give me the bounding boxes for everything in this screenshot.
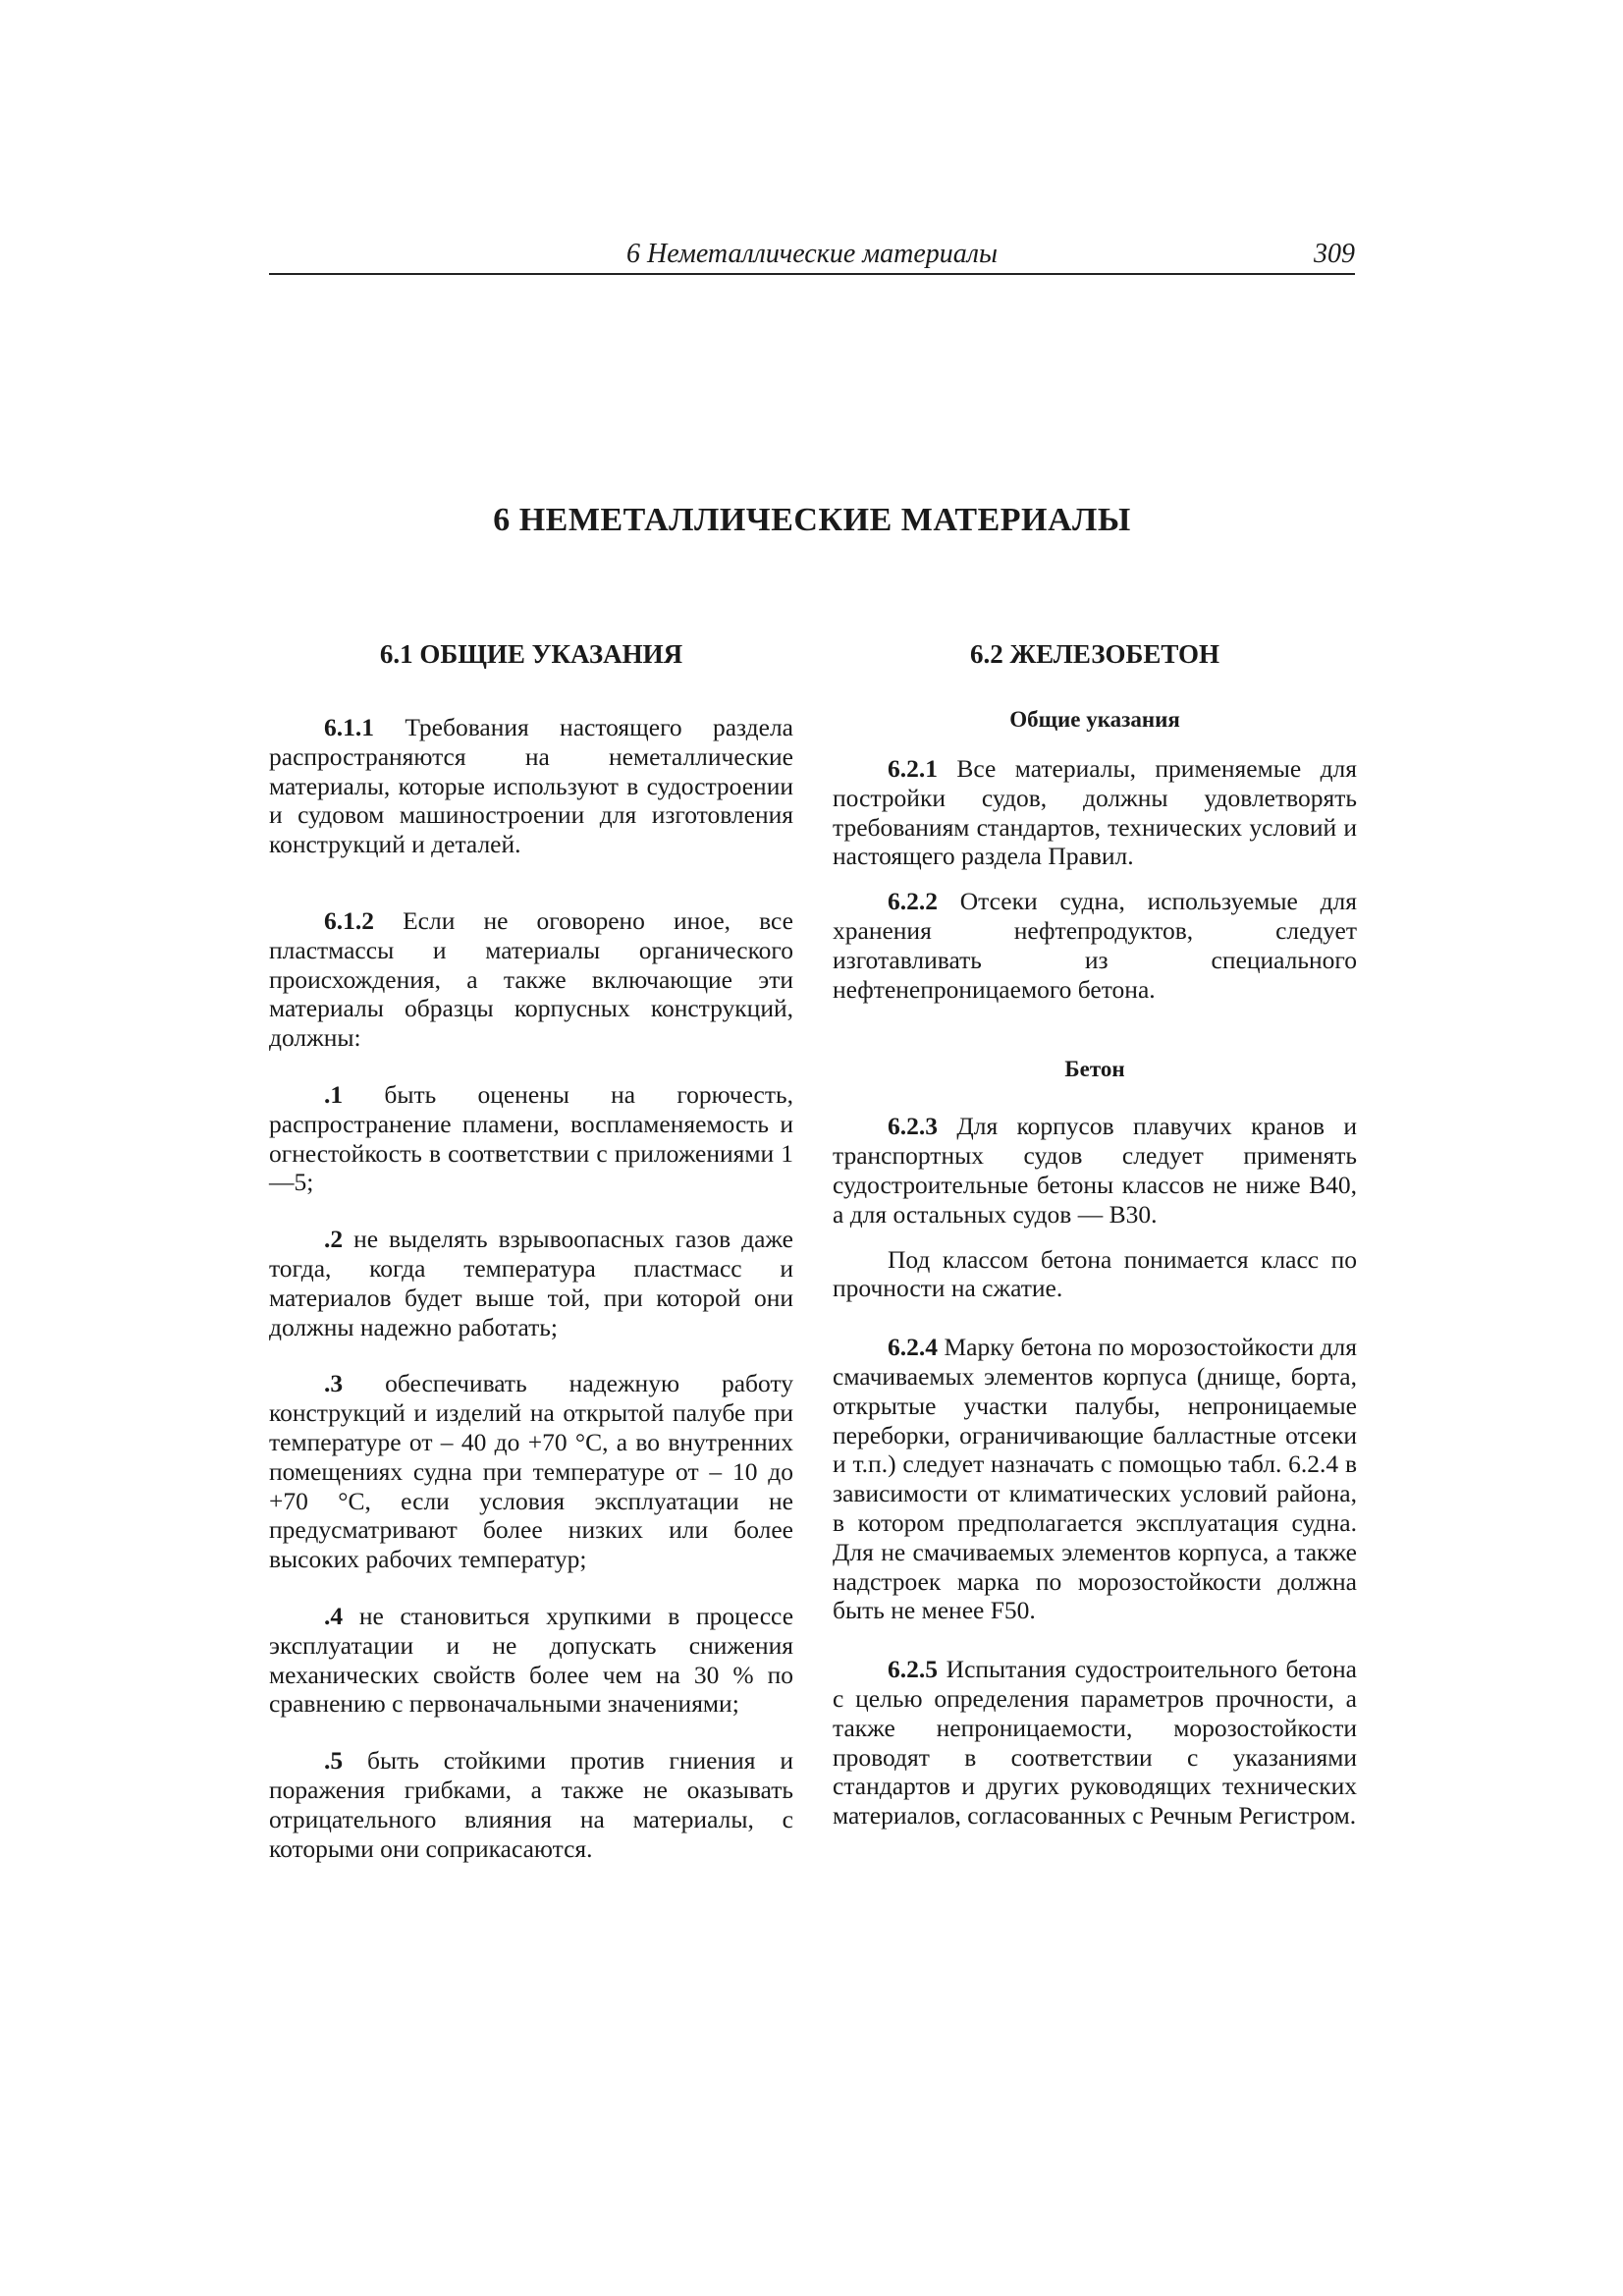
item-text: быть стойкими против гниения и поражения грибками, а также не оказывать отрицательного влияния на материалы, с которыми они соприкасаются. bbox=[269, 1746, 793, 1863]
paragraph-text: Для корпусов плавучих кранов и транспортных судов следует применять судостроительные бетоны классов не ниже В40, а для остальных судов — В30. bbox=[833, 1112, 1357, 1229]
item-number: .4 bbox=[324, 1601, 344, 1630]
subsection-concrete: Бетон bbox=[1064, 1057, 1125, 1082]
item-number: .2 bbox=[324, 1225, 344, 1254]
list-item-2 bbox=[269, 1225, 793, 1341]
left-column bbox=[269, 638, 793, 1863]
paragraph-concrete-class bbox=[833, 1245, 1357, 1304]
paragraph-text: Все материалы, применяемые для постройки судов, должны удовлетворять требованиям стандартов, технических условий и настоящего раздела Правил. bbox=[833, 754, 1358, 871]
paragraph-6-1-1 bbox=[269, 713, 793, 859]
paragraph-6-1-2 bbox=[269, 906, 793, 1053]
paragraph-6-2-5 bbox=[833, 1655, 1357, 1831]
item-number: .1 bbox=[324, 1079, 344, 1109]
item-text: быть оценены на горючесть, распространение пламени, воспламеняемость и огнестойкость в соответствии с приложениями 1—5; bbox=[269, 1079, 794, 1197]
section-title-6-2: 6.2 ЖЕЛЕЗОБЕТОН bbox=[969, 639, 1220, 669]
paragraph-number: 6.2.3 bbox=[888, 1112, 938, 1141]
list-item-4 bbox=[269, 1602, 793, 1719]
list-item-5 bbox=[269, 1746, 793, 1863]
section-title-6-1: 6.1 ОБЩИЕ УКАЗАНИЯ bbox=[379, 639, 683, 669]
paragraph-number: 6.1.1 bbox=[324, 713, 374, 741]
paragraph-number: 6.2.5 bbox=[888, 1655, 938, 1684]
list-item-3 bbox=[269, 1369, 793, 1574]
running-title: 6 Неметаллические материалы bbox=[626, 239, 998, 269]
running-header bbox=[269, 240, 1355, 275]
paragraph-number: 6.2.1 bbox=[888, 754, 938, 783]
paragraph-text: Марку бетона по морозостойкости для смачиваемых элементов корпуса (днище, борта, открытые участки палубы, непроницаемые переборки, ограничивающие балластные отсеки и т.п.) следует назначать с помощью табл. 6.2.4 в зависимости от климатических условий района, в котором предполагается эксплуатация судна. Для не смачиваемых элементов корпуса, а также надстроек марка по морозостойкости должна быть не менее F50. bbox=[833, 1333, 1357, 1625]
item-number: .5 bbox=[324, 1746, 344, 1776]
paragraph-text: Отсеки судна, используемые для хранения нефтепродуктов, следует изготавливать из специального нефтенепроницаемого бетона. bbox=[833, 887, 1357, 1004]
chapter-title: 6 НЕМЕТАЛЛИЧЕСКИЕ МАТЕРИАЛЫ bbox=[493, 502, 1131, 538]
paragraph-6-2-3 bbox=[833, 1112, 1357, 1229]
paragraph-number: 6.1.2 bbox=[324, 905, 374, 935]
page-number: 309 bbox=[1314, 239, 1355, 269]
paragraph-6-2-2 bbox=[833, 887, 1357, 1004]
paragraph-6-2-1 bbox=[833, 754, 1357, 871]
paragraph-number: 6.2.2 bbox=[888, 887, 938, 916]
subsection-general: Общие указания bbox=[1009, 707, 1180, 732]
item-text: не выделять взрывоопасных газов даже тогда, когда температура пластмасс и материалов будет выше той, при которой они должны надежно работать; bbox=[269, 1225, 794, 1341]
list-item-1 bbox=[269, 1080, 793, 1197]
item-text: обеспечивать надежную работу конструкций и изделий на открытой палубе при температуре от – 40 до +70 °С, а во внутренних помещениях судна при температуре от – 10 до +70 °С, если условия эксплуатации не предусматривают более низких или более высоких рабочих температур; bbox=[269, 1369, 793, 1574]
paragraph-text: Если не оговорено иное, все пластмассы и материалы органического происхождения, а также включающие эти материалы образцы корпусных конструкций, должны: bbox=[269, 905, 793, 1053]
paragraph-6-2-4 bbox=[833, 1333, 1357, 1625]
paragraph-text: Под классом бетона понимается класс по прочности на сжатие. bbox=[833, 1244, 1357, 1303]
item-number: .3 bbox=[324, 1369, 344, 1398]
paragraph-text: Требования настоящего раздела распространяются на неметаллические материалы, которые используют в судостроении и судовом машиностроении для изготовления конструкций и деталей. bbox=[269, 713, 793, 859]
right-column bbox=[833, 638, 1357, 1831]
paragraph-number: 6.2.4 bbox=[888, 1333, 938, 1362]
paragraph-text: Испытания судостроительного бетона с целью определения параметров прочности, а также непроницаемости, морозостойкости проводят в соответствии с указаниями стандартов и других руководящих технических материалов, согласованных с Речным Регистром. bbox=[833, 1655, 1357, 1831]
item-text: не становиться хрупкими в процессе эксплуатации и не допускать снижения механических свойств более чем на 30 % по сравнению с первоначальными значениями; bbox=[269, 1601, 794, 1719]
